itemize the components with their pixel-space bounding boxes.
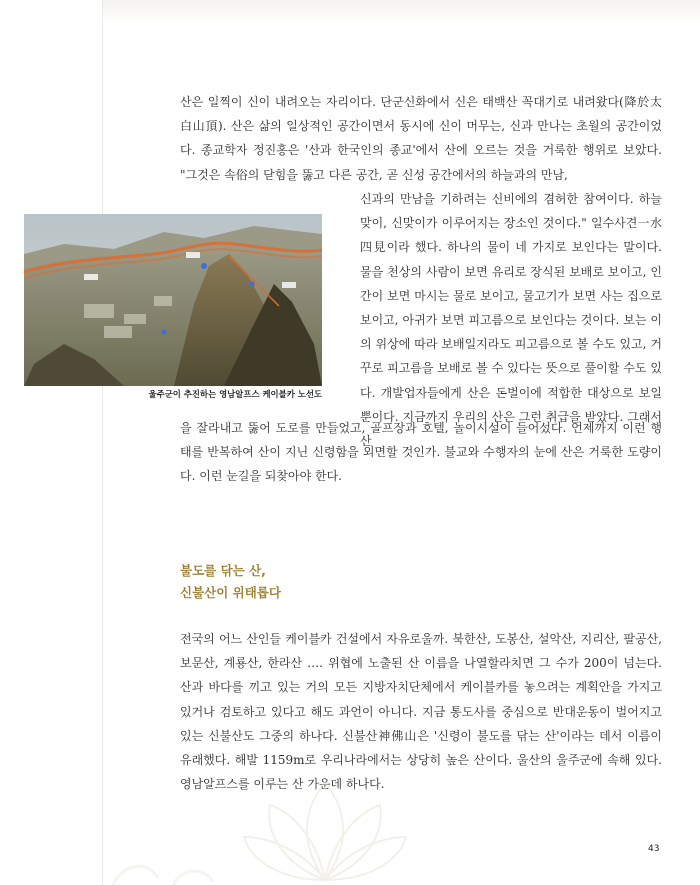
- page-number: 43: [648, 844, 660, 854]
- figure-caption: 울주군이 추진하는 영남알프스 케이블카 노선도: [148, 389, 322, 399]
- section-heading-line-2: 신불산이 위태롭다: [180, 585, 281, 600]
- margin-rule: [102, 0, 103, 885]
- cableway-route-photo: [24, 214, 322, 386]
- section-heading-line-1: 불도를 닦는 산,: [180, 563, 266, 578]
- section-body-text: 전국의 어느 산인들 케이블카 건설에서 자유로울까. 북한산, 도봉산, 설악산, 지리산, 팔공산, 보문산, 계룡산, 한라산 …. 위협에 노출된 산 이름을 나열할라치면 그 수가 200이 넘는다. 산과 바다를 끼고 있는 거의 모든 지방자치단체에서 케이블카를 놓으려는 계획안을 가지고 있거나 검토하고 있다고 해도 과언이 아니다. 지금 통도사를 중심으로 반대운동이 벌어지고 있는 신불산도 그중의 하나다. 신불산神佛山은 '신령이 불도를 닦는 산'이라는 데서 이름이 유래했다. 해발 1159m로 우리나라에서는 상당히 높은 산이다. 울산의 울주군에 속해 있다. 영남알프스를 이루는 산 가운데 하나다.: [180, 632, 662, 792]
- corner-ornament: [103, 838, 243, 885]
- after-figure-text: 을 잘라내고 뚫어 도로를 만들었고, 골프장과 호텔, 놀이시설이 들어섰다. 언제까지 이런 행태를 반복하여 산이 지닌 신령함을 외면할 것인가. 불교와 수행자의 눈에 산은 거룩한 도량이다. 이런 눈길을 되찾아야 한다.: [180, 421, 662, 484]
- section-heading: [180, 560, 281, 604]
- beside-figure-paragraph: [360, 187, 662, 453]
- aerial-mountain-image: [24, 214, 322, 386]
- lotus-watermark: [240, 775, 410, 885]
- beside-figure-text: 신과의 만남을 기하려는 신비에의 겸허한 참여이다. 하늘맞이, 신맞이가 이루어지는 장소인 것이다." 일수사견一水四見이라 했다. 하나의 물이 네 가지로 보인다는 말이다. 물을 천상의 사람이 보면 유리로 장식된 보배로 보이고, 인간이 보면 마시는 물로 보이고, 물고기가 보면 사는 집으로 보이고, 아귀가 보면 피고름으로 보인다는 것이다. 보는 이의 위상에 따라 보배일지라도 피고름으로 볼 수도 있고, 거꾸로 피고름을 보배로 볼 수 있다는 뜻으로 풀이할 수도 있다. 개발업자들에게 산은 돈벌이에 적합한 대상으로 보일 뿐이다. 지금까지 우리의 산은 그런 취급을 받았다. 그래서 산: [360, 192, 662, 449]
- intro-paragraph: [180, 90, 662, 187]
- page-top-band: [103, 0, 700, 22]
- intro-text: 산은 일찍이 신이 내려오는 자리이다. 단군신화에서 신은 태백산 꼭대기로 내려왔다(降於太白山頂). 산은 삶의 일상적인 공간이면서 동시에 신이 머무는, 신과 만나는 초월의 공간이었다. 종교학자 정진홍은 '산과 한국인의 종교'에서 산에 오르는 것을 거룩한 행위로 보았다. "그것은 속俗의 닫힘을 뚫고 다른 공간, 곧 신성 공간에서의 하늘과의 만남,: [180, 95, 662, 182]
- after-figure-paragraph: [180, 416, 662, 489]
- section-body-paragraph: [180, 627, 662, 796]
